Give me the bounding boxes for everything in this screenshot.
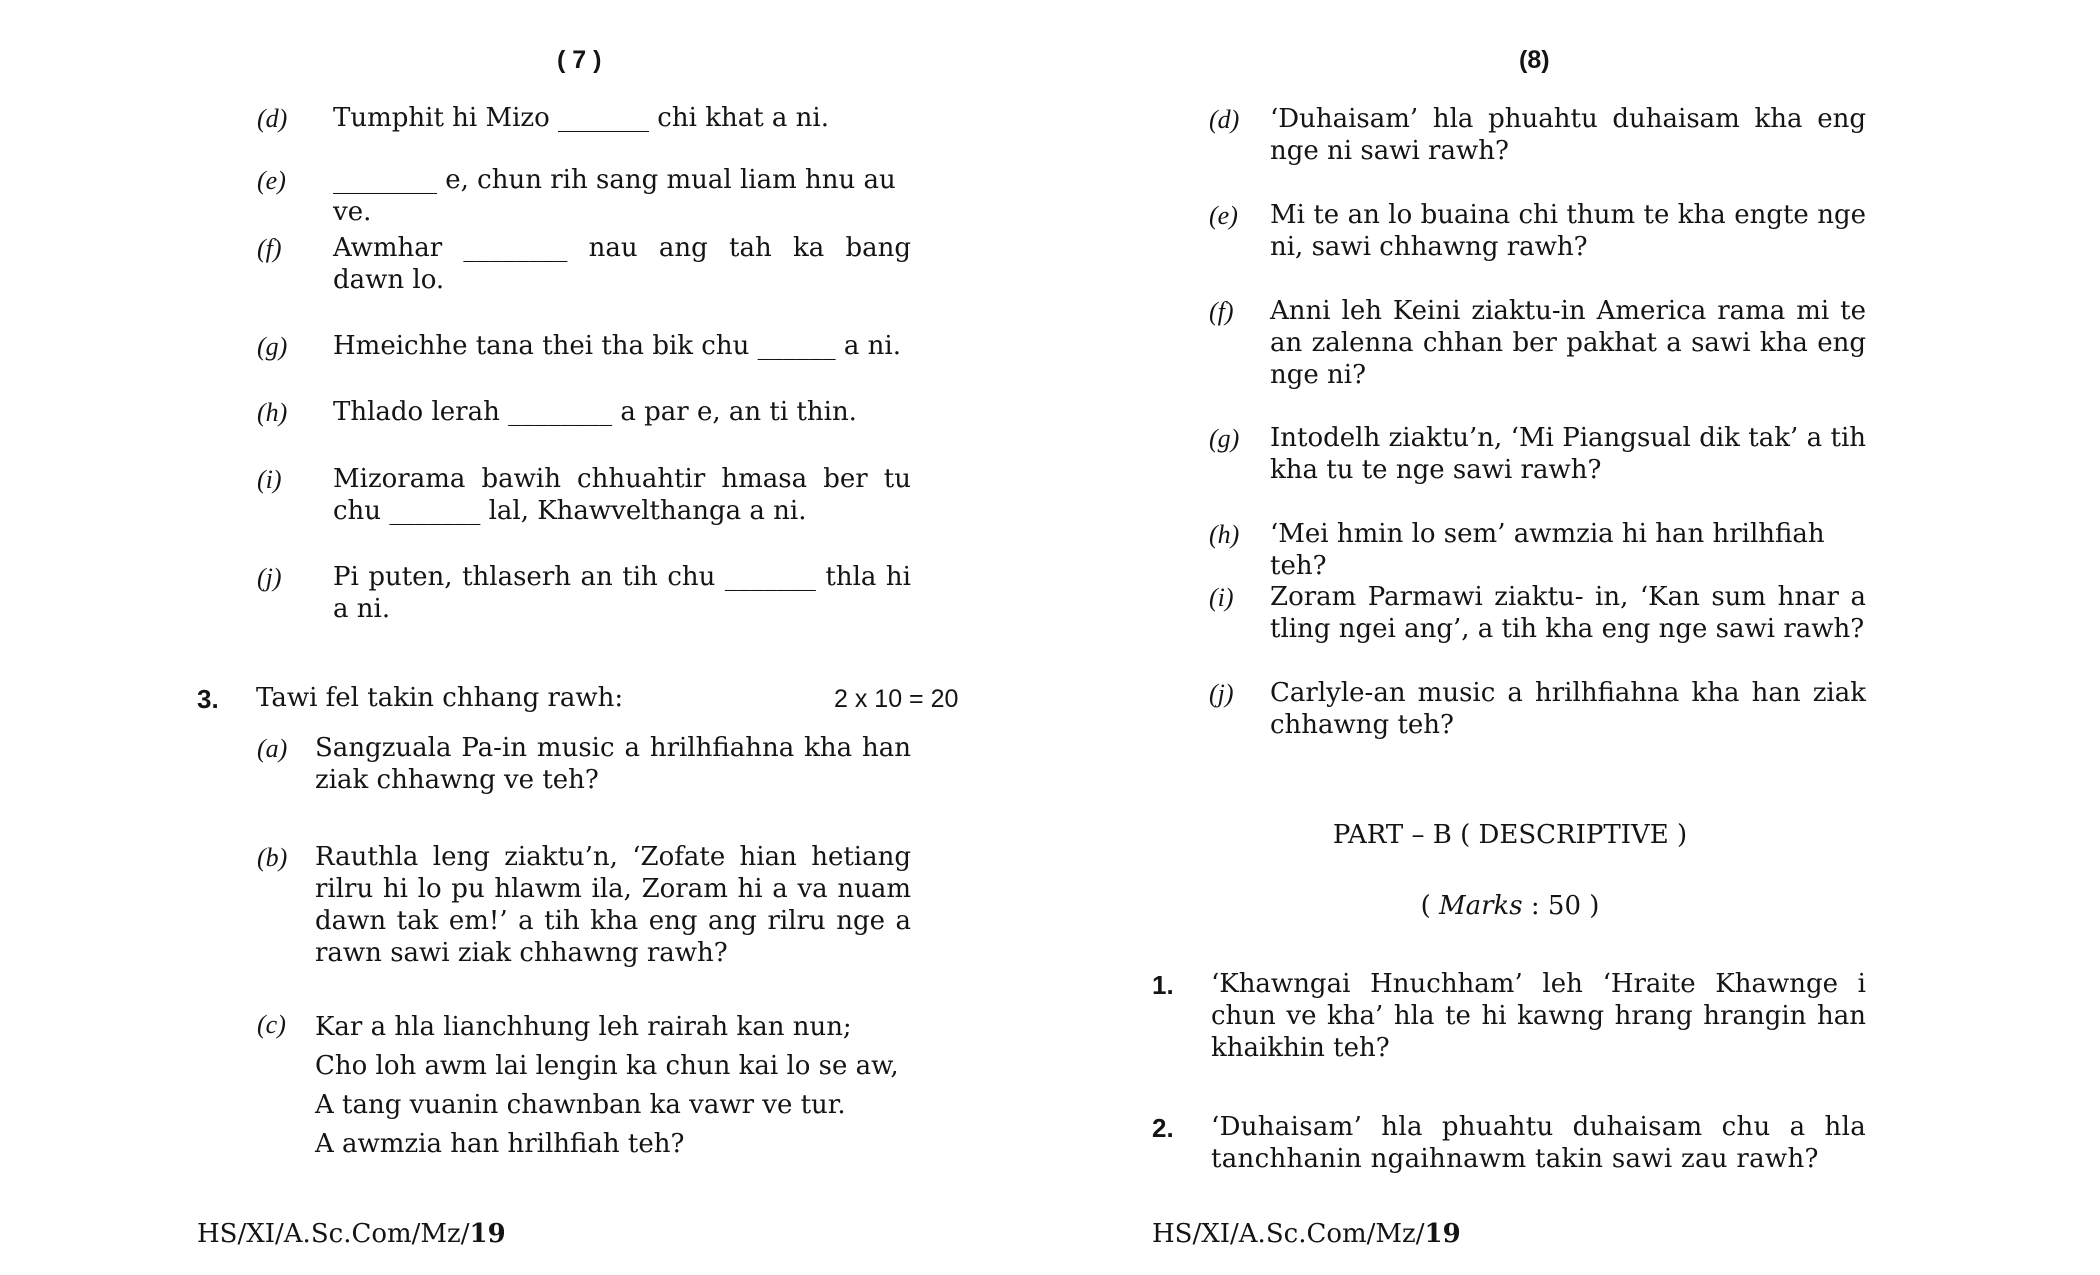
footer-number: 19 bbox=[1424, 1219, 1461, 1249]
footer-number: 19 bbox=[469, 1219, 506, 1249]
marks-word: Marks bbox=[1438, 891, 1523, 921]
fill-blank-item: Awmhar ________ nau ang tah ka bang dawn lo. bbox=[333, 233, 911, 295]
fill-blank-item: Pi puten, thlaserh an tih chu _______ thla hi a ni. bbox=[333, 562, 911, 624]
short-question: Mi te an lo buaina chi thum te kha engte nge ni, sawi chhawng rawh? bbox=[1270, 200, 1866, 262]
page-number-left: ( 7 ) bbox=[557, 46, 602, 74]
item-label: (f) bbox=[1209, 297, 1234, 326]
item-label: (e) bbox=[1209, 201, 1238, 230]
item-label: (g) bbox=[257, 332, 288, 361]
footer-code: HS/XI/A.Sc.Com/Mz/ bbox=[1152, 1219, 1425, 1249]
item-label: (e) bbox=[257, 166, 286, 195]
item-label: (d) bbox=[1209, 105, 1240, 134]
poem-line: Cho loh awm lai lengin ka chun kai lo se aw, bbox=[315, 1051, 899, 1081]
item-label: (b) bbox=[257, 843, 288, 872]
part-b-marks bbox=[1370, 891, 1650, 921]
fill-blank-item: Thlado lerah ________ a par e, an ti thin. bbox=[333, 397, 857, 427]
short-question: ‘Mei hmin lo sem’ awmzia hi han hrilhfiah teh? bbox=[1270, 519, 1825, 581]
item-label: (h) bbox=[1209, 520, 1240, 549]
short-question: Zoram Parmawi ziaktu- in, ‘Kan sum hnar a tling ngei ang’, a tih kha eng nge sawi rawh? bbox=[1270, 582, 1866, 644]
short-question: Carlyle-an music a hrilhfiahna kha han ziak chhawng teh? bbox=[1270, 678, 1866, 740]
item-label: (g) bbox=[1209, 424, 1240, 453]
poem-line: Kar a hla lianchhung leh rairah kan nun; bbox=[315, 1012, 852, 1042]
question-marks: 2 x 10 = 20 bbox=[834, 685, 959, 713]
footer-left bbox=[197, 1219, 506, 1249]
short-question: Anni leh Keini ziaktu-in America rama mi te an zalenna chhan ber pakhat a sawi kha eng nge ni? bbox=[1270, 296, 1866, 390]
item-label: (c) bbox=[257, 1010, 286, 1039]
footer-right bbox=[1152, 1219, 1461, 1249]
item-label: (d) bbox=[257, 104, 288, 133]
item-label: (h) bbox=[257, 398, 288, 427]
marks-open: ( bbox=[1420, 891, 1439, 921]
item-label: (i) bbox=[1209, 583, 1234, 612]
fill-blank-item: Hmeichhe tana thei tha bik chu ______ a ni. bbox=[333, 331, 901, 361]
poem-line: A tang vuanin chawnban ka vawr ve tur. bbox=[315, 1090, 846, 1120]
descriptive-question: ‘Khawngai Hnuchham’ leh ‘Hraite Khawnge i chun ve kha’ hla te hi kawng hrang hrangin han khaikhin teh? bbox=[1211, 969, 1866, 1063]
question-number: 1. bbox=[1152, 970, 1174, 1000]
question-number: 3. bbox=[197, 684, 219, 714]
descriptive-question: ‘Duhaisam’ hla phuahtu duhaisam chu a hla tanchhanin ngaihnawm takin sawi zau rawh? bbox=[1211, 1112, 1866, 1174]
question-subitem: Sangzuala Pa-in music a hrilhfiahna kha han ziak chhawng ve teh? bbox=[315, 733, 911, 795]
footer-code: HS/XI/A.Sc.Com/Mz/ bbox=[197, 1219, 470, 1249]
item-label: (f) bbox=[257, 234, 282, 263]
item-label: (i) bbox=[257, 465, 282, 494]
page-number-right: (8) bbox=[1519, 46, 1550, 74]
question-subitem: Rauthla leng ziaktu’n, ‘Zofate hian hetiang rilru hi lo pu hlawm ila, Zoram hi a va nuam dawn tak em!’ a tih kha eng ang rilru nge a rawn sawi ziak chhawng rawh? bbox=[315, 842, 911, 968]
question-number: 2. bbox=[1152, 1113, 1174, 1143]
poem-stanza bbox=[315, 1008, 915, 1164]
short-question: ‘Duhaisam’ hla phuahtu duhaisam kha eng nge ni sawi rawh? bbox=[1270, 104, 1866, 166]
poem-line: A awmzia han hrilhfiah teh? bbox=[315, 1129, 685, 1159]
question-text: Tawi fel takin chhang rawh: bbox=[256, 683, 624, 713]
fill-blank-item: Mizorama bawih chhuahtir hmasa ber tu chu _______ lal, Khawvelthanga a ni. bbox=[333, 464, 911, 526]
item-label: (a) bbox=[257, 734, 288, 763]
short-question: Intodelh ziaktu’n, ‘Mi Piangsual dik tak’ a tih kha tu te nge sawi rawh? bbox=[1270, 423, 1866, 485]
fill-blank-item: ________ e, chun rih sang mual liam hnu au ve. bbox=[333, 165, 896, 227]
item-label: (j) bbox=[257, 563, 282, 592]
item-label: (j) bbox=[1209, 679, 1234, 708]
fill-blank-item: Tumphit hi Mizo _______ chi khat a ni. bbox=[333, 103, 829, 133]
marks-rest: : 50 ) bbox=[1522, 891, 1600, 921]
part-b-title: PART – B ( DESCRIPTIVE ) bbox=[1332, 820, 1688, 850]
